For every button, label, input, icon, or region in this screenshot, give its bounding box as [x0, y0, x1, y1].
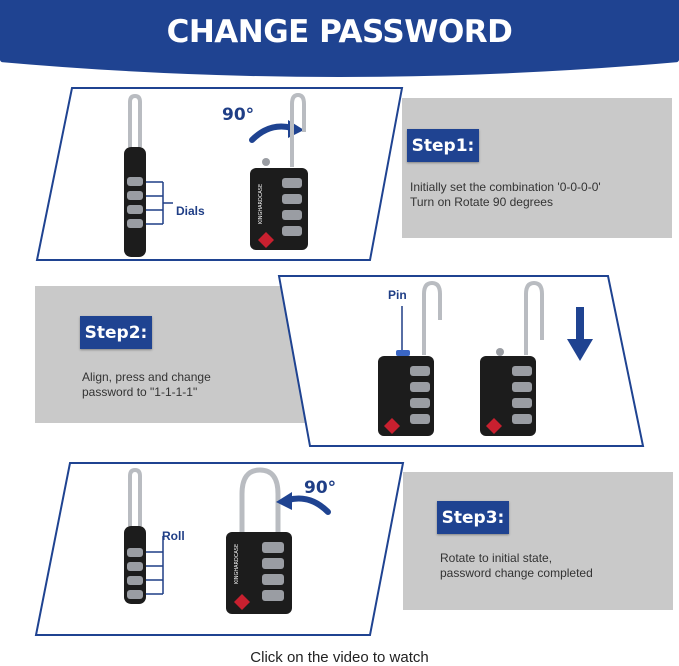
rotate-90-label: 90°: [222, 105, 255, 125]
step2-line1: Align, press and change: [82, 370, 211, 384]
step1-text-panel: [402, 98, 672, 238]
lock-pressed-pin: [372, 280, 442, 440]
step1-line1: Initially set the combination '0-0-0-0': [410, 180, 601, 194]
step2-line2: password to "1-1-1-1": [82, 385, 198, 399]
step3-line1: Rotate to initial state,: [440, 551, 553, 565]
lock-brand-text-2: KINGHARDCASE: [234, 543, 240, 584]
rotate-back-90-label: 90°: [304, 478, 337, 498]
pin-label: Pin: [388, 288, 407, 302]
header-banner: [0, 0, 679, 82]
step2-description: [82, 370, 302, 400]
step1-line2: Turn on Rotate 90 degrees: [410, 195, 553, 209]
page-title: CHANGE PASSWORD: [166, 14, 513, 50]
dials-label: Dials: [176, 204, 205, 218]
step1-description: [410, 180, 670, 210]
lock-locked-state: [476, 280, 546, 440]
step2-badge: Step2:: [80, 316, 152, 349]
press-down-arrow-icon: [565, 305, 595, 365]
step3-line2: password change completed: [440, 566, 593, 580]
lock-brand-text-1: KINGHARDCASE: [258, 183, 264, 224]
lock-side-view-dials: [118, 92, 188, 272]
video-hint[interactable]: Click on the video to watch: [250, 649, 429, 666]
step3-text-panel: [403, 472, 673, 610]
step3-badge: Step3:: [437, 501, 509, 534]
lock-front-rotated: [248, 92, 318, 262]
step1-badge: Step1:: [407, 129, 479, 162]
roll-label: Roll: [162, 529, 185, 543]
step3-description: [440, 551, 670, 581]
